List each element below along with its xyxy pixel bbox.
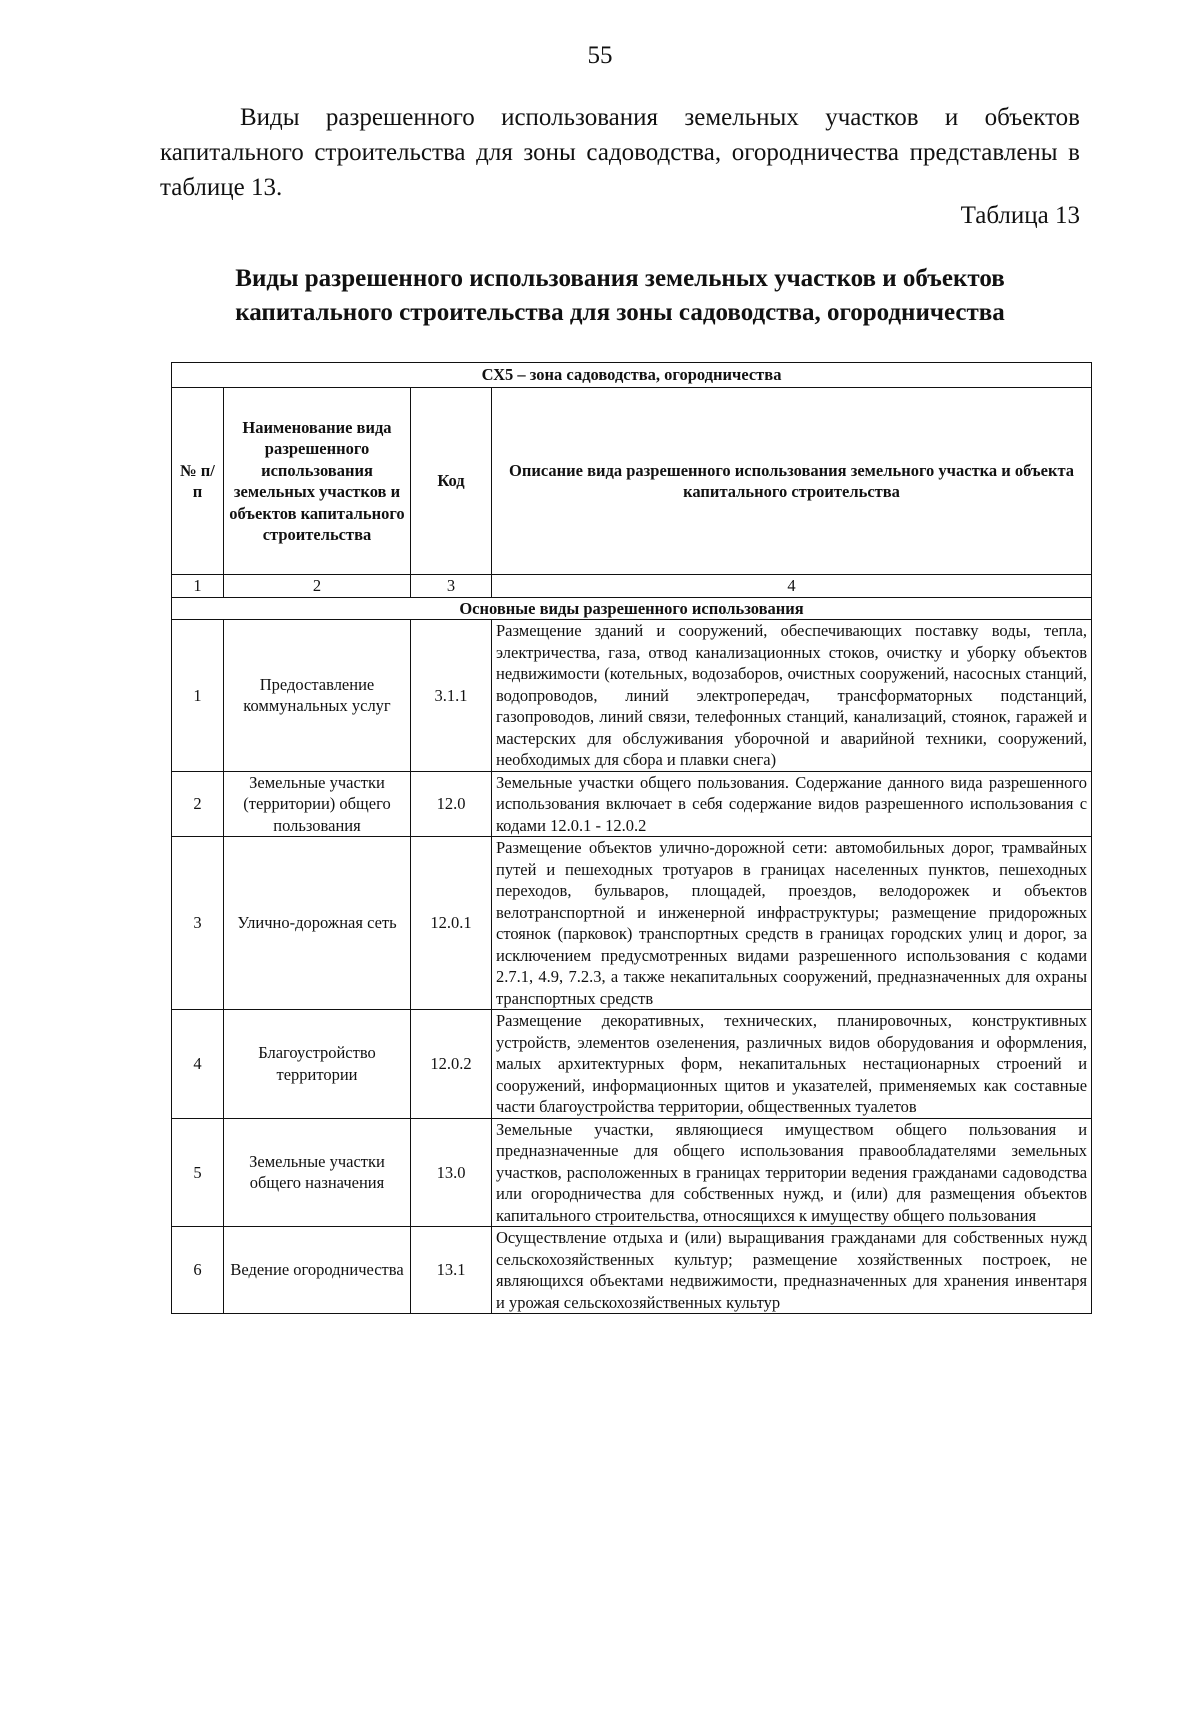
column-number: 4: [492, 575, 1092, 598]
column-number: 2: [224, 575, 411, 598]
section-title: Основные виды разрешенного использования: [172, 597, 1092, 620]
row-name: Благоустройство территории: [224, 1010, 411, 1119]
row-code: 12.0.2: [411, 1010, 492, 1119]
row-code: 12.0.1: [411, 837, 492, 1010]
header-name: Наименование вида разрешенного использования земельных участков и объектов капитального строительства: [224, 388, 411, 575]
row-code: 3.1.1: [411, 620, 492, 772]
table-row: [172, 620, 1092, 772]
row-description: Размещение объектов улично-дорожной сети: автомобильных дорог, трамвайных путей и пешеходных тротуаров в границах населенных пунктов, пешеходных переходов, бульваров, площадей, проездов, велодорожек и объектов велотранспортной и инженерной инфраструктуры; размещение придорожных стоянок (парковок) транспортных средств в границах городских улиц и дорог, за исключением предусмотренных видами разрешенного использования с кодами 2.7.1, 4.9, 7.2.3, а также некапитальных сооружений, предназначенных для охраны транспортных средств: [492, 837, 1092, 1010]
section-row: [172, 597, 1092, 620]
row-number: 1: [172, 620, 224, 772]
zone-header: СХ5 – зона садоводства, огородничества: [172, 363, 1092, 388]
table-caption: Таблица 13: [960, 202, 1080, 229]
row-name: Улично-дорожная сеть: [224, 837, 411, 1010]
column-number-row: [172, 575, 1092, 598]
row-description: Осуществление отдыха и (или) выращивания гражданами для собственных нужд сельскохозяйственных культур; размещение хозяйственных построек, не являющихся объектами недвижимости, предназначенных для хранения инвентаря и урожая сельскохозяйственных культур: [492, 1227, 1092, 1314]
row-name: Земельные участки (территории) общего пользования: [224, 771, 411, 837]
permitted-use-table: [171, 362, 1092, 1314]
intro-text: Виды разрешенного использования земельных участков и объектов капитального строительства для зоны садоводства, огородничества представлены в таблице 13.: [160, 104, 1080, 201]
row-number: 5: [172, 1118, 224, 1227]
row-name: Ведение огородничества: [224, 1227, 411, 1314]
table-row: [172, 1227, 1092, 1314]
header-description: Описание вида разрешенного использования земельного участка и объекта капитального строительства: [492, 388, 1092, 575]
title-line-2: капитального строительства для зоны садоводства, огородничества: [235, 299, 1005, 326]
zone-header-row: [172, 363, 1092, 388]
row-number: 2: [172, 771, 224, 837]
table-row: [172, 771, 1092, 837]
column-number: 1: [172, 575, 224, 598]
table-row: [172, 1010, 1092, 1119]
document-title: [160, 262, 1080, 330]
row-code: 13.1: [411, 1227, 492, 1314]
header-code: Код: [411, 388, 492, 575]
row-number: 4: [172, 1010, 224, 1119]
title-line-1: Виды разрешенного использования земельных участков и объектов: [235, 265, 1005, 292]
row-description: Земельные участки общего пользования. Содержание данного вида разрешенного использования включает в себя содержание видов разрешенного использования с кодами 12.0.1 - 12.0.2: [492, 771, 1092, 837]
row-description: Размещение зданий и сооружений, обеспечивающих поставку воды, тепла, электричества, газа, отвод канализационных стоков, очистку и уборку объектов недвижимости (котельных, водозаборов, очистных сооружений, насосных станций, водопроводов, линий электропередач, трансформаторных подстанций, газопроводов, линий связи, телефонных станций, канализаций, стоянок, гаражей и мастерских для обслуживания уборочной и аварийной техники, сооружений, необходимых для сбора и плавки снега): [492, 620, 1092, 772]
row-code: 13.0: [411, 1118, 492, 1227]
row-code: 12.0: [411, 771, 492, 837]
row-description: Земельные участки, являющиеся имуществом общего пользования и предназначенные для общего использования правообладателями земельных участков, расположенных в границах территории ведения гражданами садоводства или огородничества для собственных нужд, и (или) для размещения объектов капитального строительства, относящихся к имуществу общего пользования: [492, 1118, 1092, 1227]
row-name: Земельные участки общего назначения: [224, 1118, 411, 1227]
header-num: № п/п: [172, 388, 224, 575]
column-header-row: [172, 388, 1092, 575]
intro-paragraph: [160, 100, 1080, 205]
row-name: Предоставление коммунальных услуг: [224, 620, 411, 772]
table-row: [172, 1118, 1092, 1227]
row-description: Размещение декоративных, технических, планировочных, конструктивных устройств, элементов озеленения, различных видов оборудования и оформления, малых архитектурных форм, некапитальных нестационарных строений и сооружений, информационных щитов и указателей, применяемых как составные части благоустройства территории, общественных туалетов: [492, 1010, 1092, 1119]
row-number: 3: [172, 837, 224, 1010]
page-number: 55: [587, 42, 613, 69]
column-number: 3: [411, 575, 492, 598]
table-row: [172, 837, 1092, 1010]
row-number: 6: [172, 1227, 224, 1314]
